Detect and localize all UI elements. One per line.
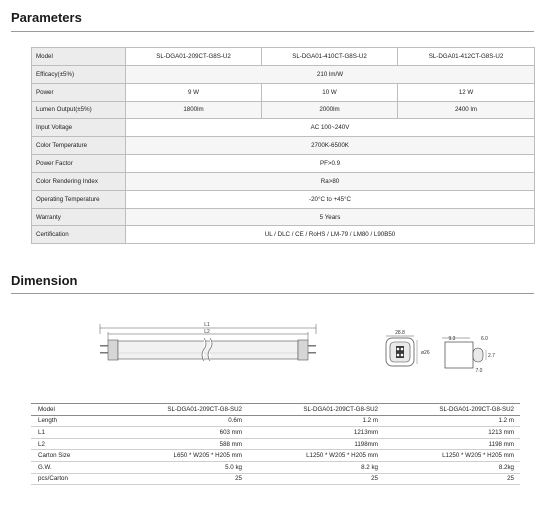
param-value: 10 W — [262, 83, 398, 101]
dim-label: G.W. — [31, 461, 113, 473]
param-value: 2400 lm — [398, 101, 535, 119]
param-label: Lumen Output(±5%) — [32, 101, 126, 119]
param-label: Warranty — [32, 208, 126, 226]
dimension-table — [31, 403, 520, 485]
param-row-cri — [32, 172, 535, 190]
param-label: Color Rendering Index — [32, 172, 126, 190]
dim-value: 5.0 kg — [113, 461, 248, 473]
param-value: 12 W — [398, 83, 535, 101]
end-depth-label: 9.3 — [448, 336, 456, 342]
param-value: 9 W — [126, 83, 262, 101]
param-value: PF>0.9 — [126, 155, 535, 173]
dim-row-l2 — [31, 438, 520, 450]
pin-height-label: 2.7 — [488, 353, 495, 359]
dim-row-length — [31, 415, 520, 427]
param-row-efficacy — [32, 65, 535, 83]
dim-value: 1213 mm — [384, 427, 520, 439]
dim-label: L1 — [31, 427, 113, 439]
param-label: Color Temperature — [32, 137, 126, 155]
param-value: 2700K-6500K — [126, 137, 535, 155]
dim-value: SL-DGA01-209CT-G8-SU2 — [248, 404, 384, 416]
end-diameter-label: ø26 — [421, 350, 430, 356]
dim-value: 8.2 kg — [248, 461, 384, 473]
dim-value: 1.2 m — [248, 415, 384, 427]
dim-value: 588 mm — [113, 438, 248, 450]
l1-label: L1 — [204, 322, 210, 328]
param-row-operating-temperature — [32, 190, 535, 208]
left-end-cap — [108, 340, 118, 360]
param-label: Efficacy(±5%) — [32, 65, 126, 83]
dimension-title: Dimension — [11, 273, 78, 288]
dim-label: pcs/Carton — [31, 473, 113, 485]
parameters-table — [31, 47, 535, 244]
param-label: Certification — [32, 226, 126, 244]
dim-row-pcs-carton — [31, 473, 520, 485]
dim-value: L1250 * W205 * H205 mm — [248, 450, 384, 462]
dim-label: Length — [31, 415, 113, 427]
param-value: UL / DLC / CE / RoHS / LM-79 / LM80 / L90B50 — [126, 226, 535, 244]
param-value: AC 100~240V — [126, 119, 535, 137]
end-view — [386, 330, 430, 366]
dim-value: 1.2 m — [384, 415, 520, 427]
dim-value: 1213mm — [248, 427, 384, 439]
param-row-color-temperature — [32, 137, 535, 155]
dim-value: 25 — [384, 473, 520, 485]
end-width-label: 28.8 — [395, 330, 405, 336]
l2-label: L2 — [204, 329, 210, 335]
parameters-title: Parameters — [11, 10, 82, 25]
param-label: Power Factor — [32, 155, 126, 173]
dim-value: L650 * W205 * H205 mm — [113, 450, 248, 462]
param-row-power-factor — [32, 155, 535, 173]
tube-technical-drawing — [90, 312, 530, 380]
param-row-power — [32, 83, 535, 101]
param-row-model — [32, 48, 535, 66]
param-value: SL-DGA01-410CT-G8S-U2 — [262, 48, 398, 66]
param-row-lumen — [32, 101, 535, 119]
dim-value: SL-DGA01-209CT-G8-SU2 — [384, 404, 520, 416]
param-value: Ra>80 — [126, 172, 535, 190]
param-label: Input Voltage — [32, 119, 126, 137]
param-value: 210 lm/W — [126, 65, 535, 83]
dim-value: SL-DGA01-209CT-G8-SU2 — [113, 404, 248, 416]
param-value: SL-DGA01-209CT-G8S-U2 — [126, 48, 262, 66]
dim-row-header — [31, 404, 520, 416]
param-value: 1800lm — [126, 101, 262, 119]
dim-value: L1250 * W205 * H205 mm — [384, 450, 520, 462]
dim-row-l1 — [31, 427, 520, 439]
param-value: SL-DGA01-412CT-G8S-U2 — [398, 48, 535, 66]
dim-value: 0.6m — [113, 415, 248, 427]
parameters-divider — [11, 31, 534, 32]
param-label: Model — [32, 48, 126, 66]
param-label: Operating Temperature — [32, 190, 126, 208]
dim-label: Model — [31, 404, 113, 416]
dim-value: 25 — [248, 473, 384, 485]
dim-value: 1198mm — [248, 438, 384, 450]
param-value: 2000lm — [262, 101, 398, 119]
dim-value: 8.2kg — [384, 461, 520, 473]
param-value: -20°C to +45°C — [126, 190, 535, 208]
param-row-warranty — [32, 208, 535, 226]
pin-spacing-label: 6.0 — [481, 336, 488, 342]
param-row-certification — [32, 226, 535, 244]
side-view — [442, 336, 495, 374]
dim-value: 1198 mm — [384, 438, 520, 450]
dim-label: Carton Size — [31, 450, 113, 462]
param-label: Power — [32, 83, 126, 101]
pin-width-label: 7.0 — [475, 368, 483, 374]
param-row-input-voltage — [32, 119, 535, 137]
dim-row-gross-weight — [31, 461, 520, 473]
dim-row-carton-size — [31, 450, 520, 462]
param-value: 5 Years — [126, 208, 535, 226]
dim-value: 603 mm — [113, 427, 248, 439]
right-end-cap — [298, 340, 308, 360]
dim-label: L2 — [31, 438, 113, 450]
dim-value: 25 — [113, 473, 248, 485]
dimension-divider — [11, 293, 534, 294]
